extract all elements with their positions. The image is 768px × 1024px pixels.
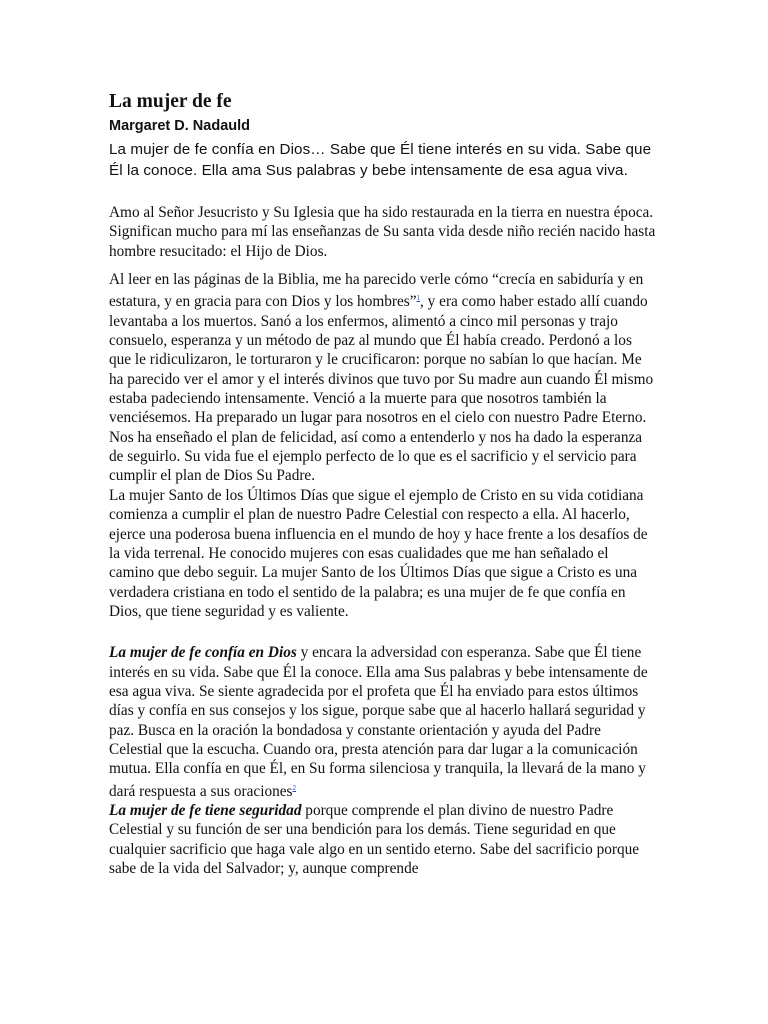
paragraph-1: Amo al Señor Jesucristo y Su Iglesia que ha sido restaurada en la tierra en nuestra época. Significan mucho para mí las enseñanzas de Su santa vida desde niño recién nacido hasta hombre resucitado: el Hijo de Dios. (109, 204, 656, 260)
paragraph-4-emphasis: La mujer de fe confía en Dios (109, 644, 297, 662)
footnote-link-1[interactable]: 1 (416, 294, 421, 303)
paragraph-2-text-b: , y era como haber estado allí cuando levantaba a los muertos. Sanó a los enfermos, alimentó a cinco mil personas y trajo consuelo, esperanza y un método de paz al mundo que Él había creado. Perdonó a los que le ridiculizaron, le torturaron y le crucificaron: porque no sabían lo que hacían. Me ha parecido ver el amor y el interés divinos que tuvo por Su madre aun cuando Él mismo estaba padeciendo intensamente. Venció a la muerte para que nosotros también la venciésemos. Ha preparado un lugar para nosotros en el cielo con nuestro Padre Eterno. Nos ha enseñado el plan de felicidad, así como a entenderlo y nos ha dado la esperanza de seguirlo. Su vida fue el ejemplo perfecto de lo que es el sacrificio y el servicio para cumplir el plan de Dios Su Padre. (109, 293, 654, 485)
document-page (109, 90, 657, 878)
paragraph-2-text-a: Al leer en las páginas de la Biblia, me ha parecido verle cómo “crecía en sabiduría y en estatura, y en gracia para con Dios y los hombres” (109, 271, 644, 311)
paragraph-2 (109, 270, 657, 486)
document-title: La mujer de fe (109, 91, 232, 112)
paragraph-3: La mujer Santo de los Últimos Días que sigue el ejemplo de Cristo en su vida cotidiana comienza a cumplir el plan de nuestro Padre Celestial con respecto a ella. Al hacerlo, ejerce una poderosa buena influencia en el mundo de hoy y hace frente a los desafíos de la vida terrenal. He conocido mujeres con esas cualidades que me han señalado el camino que debo seguir. La mujer Santo de los Últimos Días que sigue a Cristo es una verdadera cristiana en todo el sentido de la palabra; es una mujer de fe que confía en Dios, que tiene seguridad y es valiente. (109, 486, 648, 620)
paragraph-4 (109, 643, 657, 801)
lead-paragraph: La mujer de fe confía en Dios… Sabe que Él tiene interés en su vida. Sabe que Él la conoce. Ella ama Sus palabras y bebe intensamente de esa agua viva. (109, 141, 652, 179)
paragraph-5-emphasis: La mujer de fe tiene seguridad (109, 801, 302, 819)
paragraph-5-text: porque comprende el plan divino de nuestro Padre Celestial y su función de ser una bendición para los demás. Tiene seguridad en que cualquier sacrificio que haga vale algo en un sentido eterno. Sabe del sacrificio porque sabe de la vida del Salvador; y, aunque comprende (109, 801, 640, 877)
paragraph-5 (109, 801, 657, 878)
document-author: Margaret D. Nadauld (109, 118, 250, 134)
footnote-link-2[interactable]: 2 (292, 783, 296, 792)
paragraph-4-text: y encara la adversidad con esperanza. Sabe que Él tiene interés en su vida. Sabe que Él la conoce. Ella ama Sus palabras y bebe intensamente de esa agua viva. Se siente agradecida por el profeta que Él ha enviado para estos últimos días y confía en sus consejos y los sigue, porque sabe que al hacerlo hallará seguridad y paz. Busca en la oración la bondadosa y constante orientación y ayuda del Padre Celestial que la escucha. Cuando ora, presta atención para dar lugar a la comunicación mutua. Ella confía en que Él, en Su forma silenciosa y tranquila, la llevará de la mano y dará respuesta a sus oraciones (109, 644, 648, 800)
